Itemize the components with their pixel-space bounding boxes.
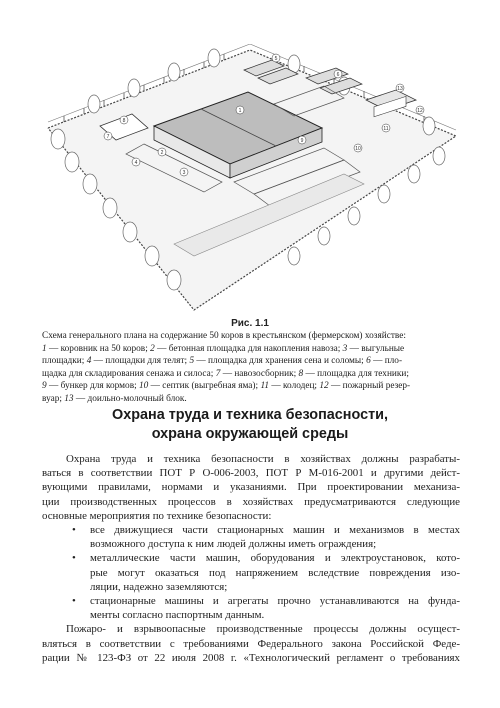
caption-line: 9 — бункер для кормов; 10 — септик (выгребная яма); 11 — колодец; 12 — пожарный резер- [42, 381, 411, 392]
list-item-line: менты согласно паспортным данным. [90, 609, 265, 622]
list-item [42, 551, 460, 594]
bullet-marker: • [72, 595, 76, 608]
list-item-line: все движущиеся части стационарных машин и механизмов в местах [90, 524, 460, 537]
svg-text:6: 6 [336, 72, 340, 78]
svg-text:2: 2 [160, 150, 164, 156]
paragraph-line: основные мероприятия по технике безопасности: [42, 509, 272, 522]
figure-caption [42, 330, 460, 406]
caption-line: вуар; 13 — доильно-молочный блок. [42, 393, 187, 404]
section-heading [0, 406, 500, 444]
bullet-marker: • [72, 524, 76, 537]
svg-text:8: 8 [122, 118, 126, 124]
paragraph-line: рации № 123-ФЗ от 22 июля 2008 г. «Технологический регламент о требованиях [42, 651, 460, 664]
list-item-line: возможного доступа к ним людей должны иметь ограждения; [90, 538, 377, 551]
svg-text:13: 13 [397, 86, 403, 92]
caption-line: 1 — коровник на 50 коров; 2 — бетонная площадка для накопления навоза; 3 — выгульные [42, 343, 405, 354]
list-item-line: металлические части машин, оборудования и электроустановок, кото- [90, 552, 460, 565]
svg-text:9: 9 [300, 138, 304, 144]
section-heading-line-1: Охрана труда и техника безопасности, [112, 407, 388, 423]
caption-line: площадки; 4 — площадки для телят; 5 — площадка для хранения сена и соломы; 6 — пло- [42, 356, 403, 367]
paragraph-line: вляться в соответствии с требованиями Федерального закона Российской Феде- [42, 637, 460, 650]
svg-text:1: 1 [238, 108, 242, 114]
list-item-line: стационарные машины и агрегаты прочно устанавливаются на фунда- [90, 595, 460, 608]
svg-text:3: 3 [182, 170, 186, 176]
bullet-marker: • [72, 552, 76, 565]
caption-line: Схема генерального плана на содержание 50 коров в крестьянском (фермерском) хозяйстве: [42, 331, 406, 341]
paragraph-line: Пожаро- и взрывоопасные производственные процессы должны осущест- [66, 623, 460, 636]
list-item-line: ляции, надежно заземляются; [90, 580, 228, 593]
farm-plan-drawing [44, 44, 460, 312]
figure-caption-title: Рис. 1.1 [231, 318, 269, 329]
paragraph-line: Охрана труда и техника безопасности в хозяйствах должны разрабаты- [66, 453, 460, 465]
section-heading-line-2: охрана окружающей среды [151, 426, 349, 442]
list-item-line: рые могут оказаться под напряжением вследствие повреждения изо- [90, 566, 460, 579]
paragraph-line: ваться в соответствии ПОТ Р О-006-2003, ПОТ Р М-016-2001 и другими дейст- [42, 467, 460, 480]
svg-text:12: 12 [417, 108, 423, 114]
body-text [42, 452, 460, 665]
svg-text:5: 5 [274, 56, 278, 62]
farm-plan-figure [44, 44, 460, 312]
svg-text:10: 10 [355, 146, 361, 152]
caption-line: щадка для складирования сенажа и силоса; 7 — навозосборник; 8 — площадка для техники; [42, 368, 409, 379]
paragraph-line: ции производственных процессов в хозяйствах предусматриваются следующие [42, 495, 460, 508]
svg-text:7: 7 [106, 134, 110, 140]
list-item [42, 523, 460, 551]
svg-text:4: 4 [134, 160, 138, 166]
list-item [42, 594, 460, 622]
paragraph-line: вующими правилами, нормами и указаниями. При проектировании механиза- [42, 481, 460, 494]
svg-text:11: 11 [383, 126, 389, 132]
